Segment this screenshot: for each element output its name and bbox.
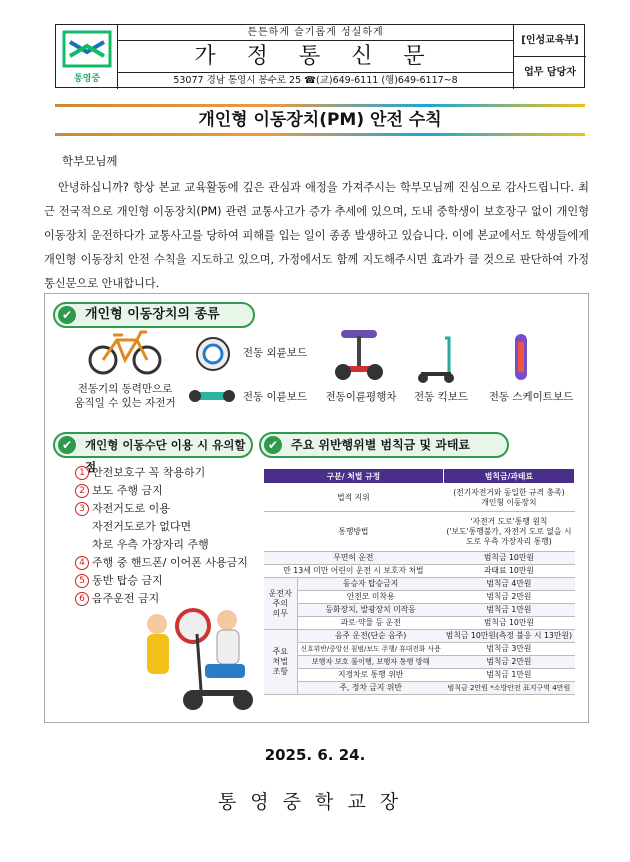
logo-text: 통영중 xyxy=(73,74,101,84)
school-emblem-icon xyxy=(62,30,112,68)
kickboard-icon xyxy=(415,334,459,384)
unicycle-board-icon xyxy=(195,336,231,372)
body-paragraph xyxy=(44,176,589,296)
table-row: 신호위반/중앙선 침범/보도 주행/ 휴대전화 사용 범칙금 3만원 xyxy=(264,643,575,656)
rule-item: 5 동반 탑승 금지 xyxy=(75,572,248,590)
rule-item: 4 주행 중 핸드폰/ 이어폰 사용금지 xyxy=(75,554,248,572)
table-header: 구분/ 처벌 규정 xyxy=(264,469,444,484)
issue-date: 2025. 6. 24. xyxy=(264,746,366,764)
table-row: 안전모 미착용 범칙금 2만원 xyxy=(264,591,575,604)
hoverboard-icon xyxy=(189,386,235,406)
check-icon: ✔ xyxy=(58,306,76,324)
device-label-hoverboard: 전동 이륜보드 xyxy=(242,391,308,403)
department: [인성교육부] xyxy=(514,25,586,57)
rule-item: 1 안전보호구 꼭 착용하기 xyxy=(75,464,248,482)
pm-infographic xyxy=(44,293,589,723)
body-text: 안녕하십니까? 항상 본교 교육활동에 깊은 관심과 애정을 가져주시는 학부모님께 진심으로 감사드립니다. 최근 전국적으로 개인형 이동장치(PM) 관련 교통사고가 증가 추세에 있으며, 도내 중학생이 보호장구 없이 개인형 이동장치 운전하다가 교통사고를 당하여 피해를 입는 일이 종종 발생하고 있습니다. 이에 본교에서도 학생들에게 개인형 이동장치 안전 수칙을 지도하고 있으며, 가정에서도 함께 지도해주시면 효과가 클 것으로 판단하여 가정통신문으로 안내합니다. xyxy=(44,181,589,290)
fines-table xyxy=(263,468,575,695)
check-icon: ✔ xyxy=(264,436,282,454)
table-row: 통행방법 '자전거 도로'통행 원칙 ('보도'통행불가, 자전거 도로 없을 시 도로 우측 가장자리 통행) xyxy=(264,512,575,552)
page-title: 개인형 이동장치(PM) 안전 수칙 xyxy=(198,110,442,130)
table-row: 만 13세 미만 어린이 운전 시 보호자 처벌 과태료 10만원 xyxy=(264,565,575,578)
greeting: 학부모님께 xyxy=(62,154,118,168)
table-row: 주요 처벌 조항 음주 운전(단순 음주) 범칙금 10만원(측정 불응 시 13만원) xyxy=(264,630,575,643)
check-icon: ✔ xyxy=(58,436,76,454)
riders-illustration xyxy=(135,594,255,714)
rule-item: 6 음주운전 금지 xyxy=(75,590,248,608)
rule-item: 차로 우측 가장자리 주행 xyxy=(92,538,209,551)
table-row: 보행자 보호 불이행, 보행자 통행 방해 범칙금 2만원 xyxy=(264,656,575,669)
heading-bar-bottom xyxy=(55,133,585,136)
table-row: 주, 정차 금지 위반 범칙금 2만원 *소방안전 표지구역 4만원 xyxy=(264,682,575,695)
school-principal: 통영중학교장 xyxy=(217,791,413,813)
device-label-segway: 전동이륜평행차 xyxy=(325,391,397,403)
rule-item: 3 자전거도로 이용 xyxy=(75,500,248,518)
segway-icon xyxy=(335,326,383,382)
fines-title-text: 주요 위반행위별 범칙금 및 과태료 xyxy=(291,438,471,452)
table-row: 법적 지위 (전기자전거와 동일한 규격 충족) 개인형 이동장치 xyxy=(264,484,575,512)
skateboard-icon xyxy=(511,332,531,382)
school-slogan: 튼튼하게 슬기롭게 성실하게 xyxy=(118,25,513,41)
rule-item: 자전거도로가 없다면 xyxy=(92,520,192,533)
table-header: 범칙금/과태료 xyxy=(443,469,574,484)
newsletter-title: 가 정 통 신 문 xyxy=(118,41,513,73)
newsletter-header xyxy=(55,24,585,88)
owner: 업무 담당자 xyxy=(524,67,576,78)
device-label-unicycle: 전동 외륜보드 xyxy=(242,347,308,359)
device-label-bicycle: 전동기의 동력만으로 움직일 수 있는 자전거 xyxy=(74,383,176,409)
cautions-title-text: 개인형 이동수단 이용 시 유의할 점 xyxy=(85,438,246,474)
rule-item: 2 보도 주행 금지 xyxy=(75,482,248,500)
school-logo xyxy=(56,25,118,89)
types-title-text: 개인형 이동장치의 종류 xyxy=(85,307,220,322)
rules-list xyxy=(75,464,248,608)
electric-bicycle-icon xyxy=(87,326,163,376)
table-row: 과로·약물 등 운전 범칙금 10만원 xyxy=(264,617,575,630)
device-label-skateboard: 전동 스케이트보드 xyxy=(488,391,574,403)
types-section-title xyxy=(53,302,255,328)
table-row: 운전자 주의 의무 동승자 탑승금지 범칙금 4만원 xyxy=(264,578,575,591)
table-row: 지정차로 통행 위반 범칙금 1만원 xyxy=(264,669,575,682)
table-row: 등화장치, 발광장치 미작동 범칙금 1만원 xyxy=(264,604,575,617)
table-row: 무면허 운전 범칙금 10만원 xyxy=(264,552,575,565)
school-address: 53077 경남 통영시 봉수로 25 ☎(교)649-6111 (행)649-6117~8 xyxy=(173,75,458,86)
fines-section-title xyxy=(259,432,509,458)
device-label-kickboard: 전동 킥보드 xyxy=(413,391,469,403)
